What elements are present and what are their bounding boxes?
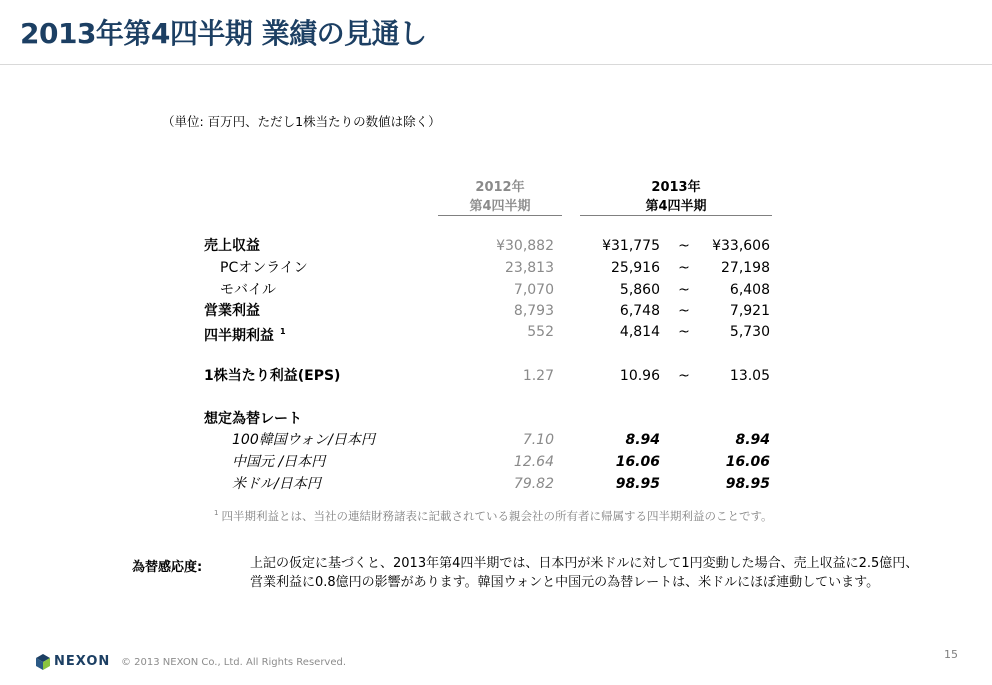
value-2013-high: 5,730 — [729, 324, 770, 340]
value-2012: 7,070 — [513, 282, 554, 298]
table-row-pc-online — [0, 258, 992, 278]
table-row-fx-krw — [0, 430, 992, 450]
value-2013-low: 16.06 — [615, 454, 660, 470]
nexon-logo-icon — [36, 654, 50, 670]
value-2012: ¥30,882 — [496, 238, 554, 254]
value-2013-low: 6,748 — [619, 303, 660, 319]
row-label: 中国元 /日本円 — [232, 454, 326, 470]
table-row-fx-cny — [0, 452, 992, 472]
value-2012: 552 — [527, 324, 554, 340]
table-row-operating-income — [0, 301, 992, 321]
column-header-2013-year: 2013年 — [651, 180, 701, 195]
value-2012: 7.10 — [522, 432, 554, 448]
footnote — [214, 508, 773, 524]
row-label: 100韓国ウォン/日本円 — [232, 432, 375, 448]
column-header-2013-underline — [580, 215, 772, 216]
unit-note: （単位: 百万円、ただし1株当たりの数値は除く） — [162, 114, 441, 129]
footnote-mark: 1 — [214, 509, 219, 517]
value-2013-high: 98.95 — [725, 476, 770, 492]
slide-title: 2013年第4四半期 業績の見通し — [20, 17, 427, 50]
value-2013-low: 4,814 — [619, 324, 660, 340]
table-row-eps — [0, 366, 992, 386]
row-label: 1株当たり利益(EPS) — [204, 368, 341, 384]
range-separator: ~ — [678, 303, 690, 319]
value-2013-low: ¥31,775 — [602, 238, 660, 254]
copyright: © 2013 NEXON Co., Ltd. All Rights Reserved. — [121, 657, 347, 668]
range-separator: ~ — [678, 260, 690, 276]
row-label: 売上収益 — [204, 238, 260, 254]
sensitivity-text: 上記の仮定に基づくと、2013年第4四半期では、日本円が米ドルに対して1円変動した場合、売上収益に2.5億円、営業利益に0.8億円の影響があります。韓国ウォンと中国元の為替レートは、米ドルにほぼ連動しています。 — [250, 556, 919, 590]
column-header-2012-quarter: 第4四半期 — [469, 199, 531, 214]
column-header-2012-underline — [438, 215, 562, 216]
value-2013-low: 98.95 — [615, 476, 660, 492]
range-separator: ~ — [678, 324, 690, 340]
brand-name: NEXON — [54, 654, 111, 669]
table-row-mobile — [0, 280, 992, 300]
value-2013-high: 8.94 — [735, 432, 770, 448]
title-divider — [0, 64, 992, 65]
value-2012: 8,793 — [513, 303, 554, 319]
value-2013-high: 16.06 — [725, 454, 770, 470]
table-row-fx-usd — [0, 474, 992, 494]
table-row-revenue — [0, 236, 992, 256]
value-2013-low: 5,860 — [619, 282, 660, 298]
range-separator: ~ — [678, 238, 690, 254]
fx-heading: 想定為替レート — [204, 411, 302, 427]
footnote-marker: 1 — [280, 327, 286, 336]
column-header-2012 — [438, 178, 562, 216]
row-label: モバイル — [220, 282, 276, 298]
value-2013-high: 6,408 — [729, 282, 770, 298]
footnote-text: 四半期利益とは、当社の連結財務諸表に記載されている親会社の所有者に帰属する四半期利益のことです。 — [221, 509, 773, 523]
page-number: 15 — [944, 648, 958, 661]
value-2013-low: 10.96 — [619, 368, 660, 384]
value-2012: 12.64 — [513, 454, 554, 470]
range-separator: ~ — [678, 368, 690, 384]
column-header-2012-year: 2012年 — [475, 180, 525, 195]
row-label: PCオンライン — [220, 260, 308, 276]
column-header-2013 — [580, 178, 772, 216]
fx-heading-row — [0, 409, 992, 429]
sensitivity-label: 為替感応度: — [132, 560, 203, 575]
column-header-2013-quarter: 第4四半期 — [645, 199, 707, 214]
value-2013-high: ¥33,606 — [712, 238, 770, 254]
value-2012: 1.27 — [522, 368, 554, 384]
row-label: 営業利益 — [204, 303, 260, 319]
row-label: 米ドル/日本円 — [232, 476, 321, 492]
value-2013-high: 27,198 — [721, 260, 770, 276]
range-separator: ~ — [678, 282, 690, 298]
value-2013-low: 8.94 — [625, 432, 660, 448]
value-2013-high: 7,921 — [729, 303, 770, 319]
value-2013-high: 13.05 — [729, 368, 770, 384]
row-label: 四半期利益 $^1$ — [204, 327, 286, 344]
table-row-quarterly-profit — [0, 322, 992, 342]
value-2012: 23,813 — [505, 260, 554, 276]
value-2013-low: 25,916 — [611, 260, 660, 276]
value-2012: 79.82 — [513, 476, 554, 492]
